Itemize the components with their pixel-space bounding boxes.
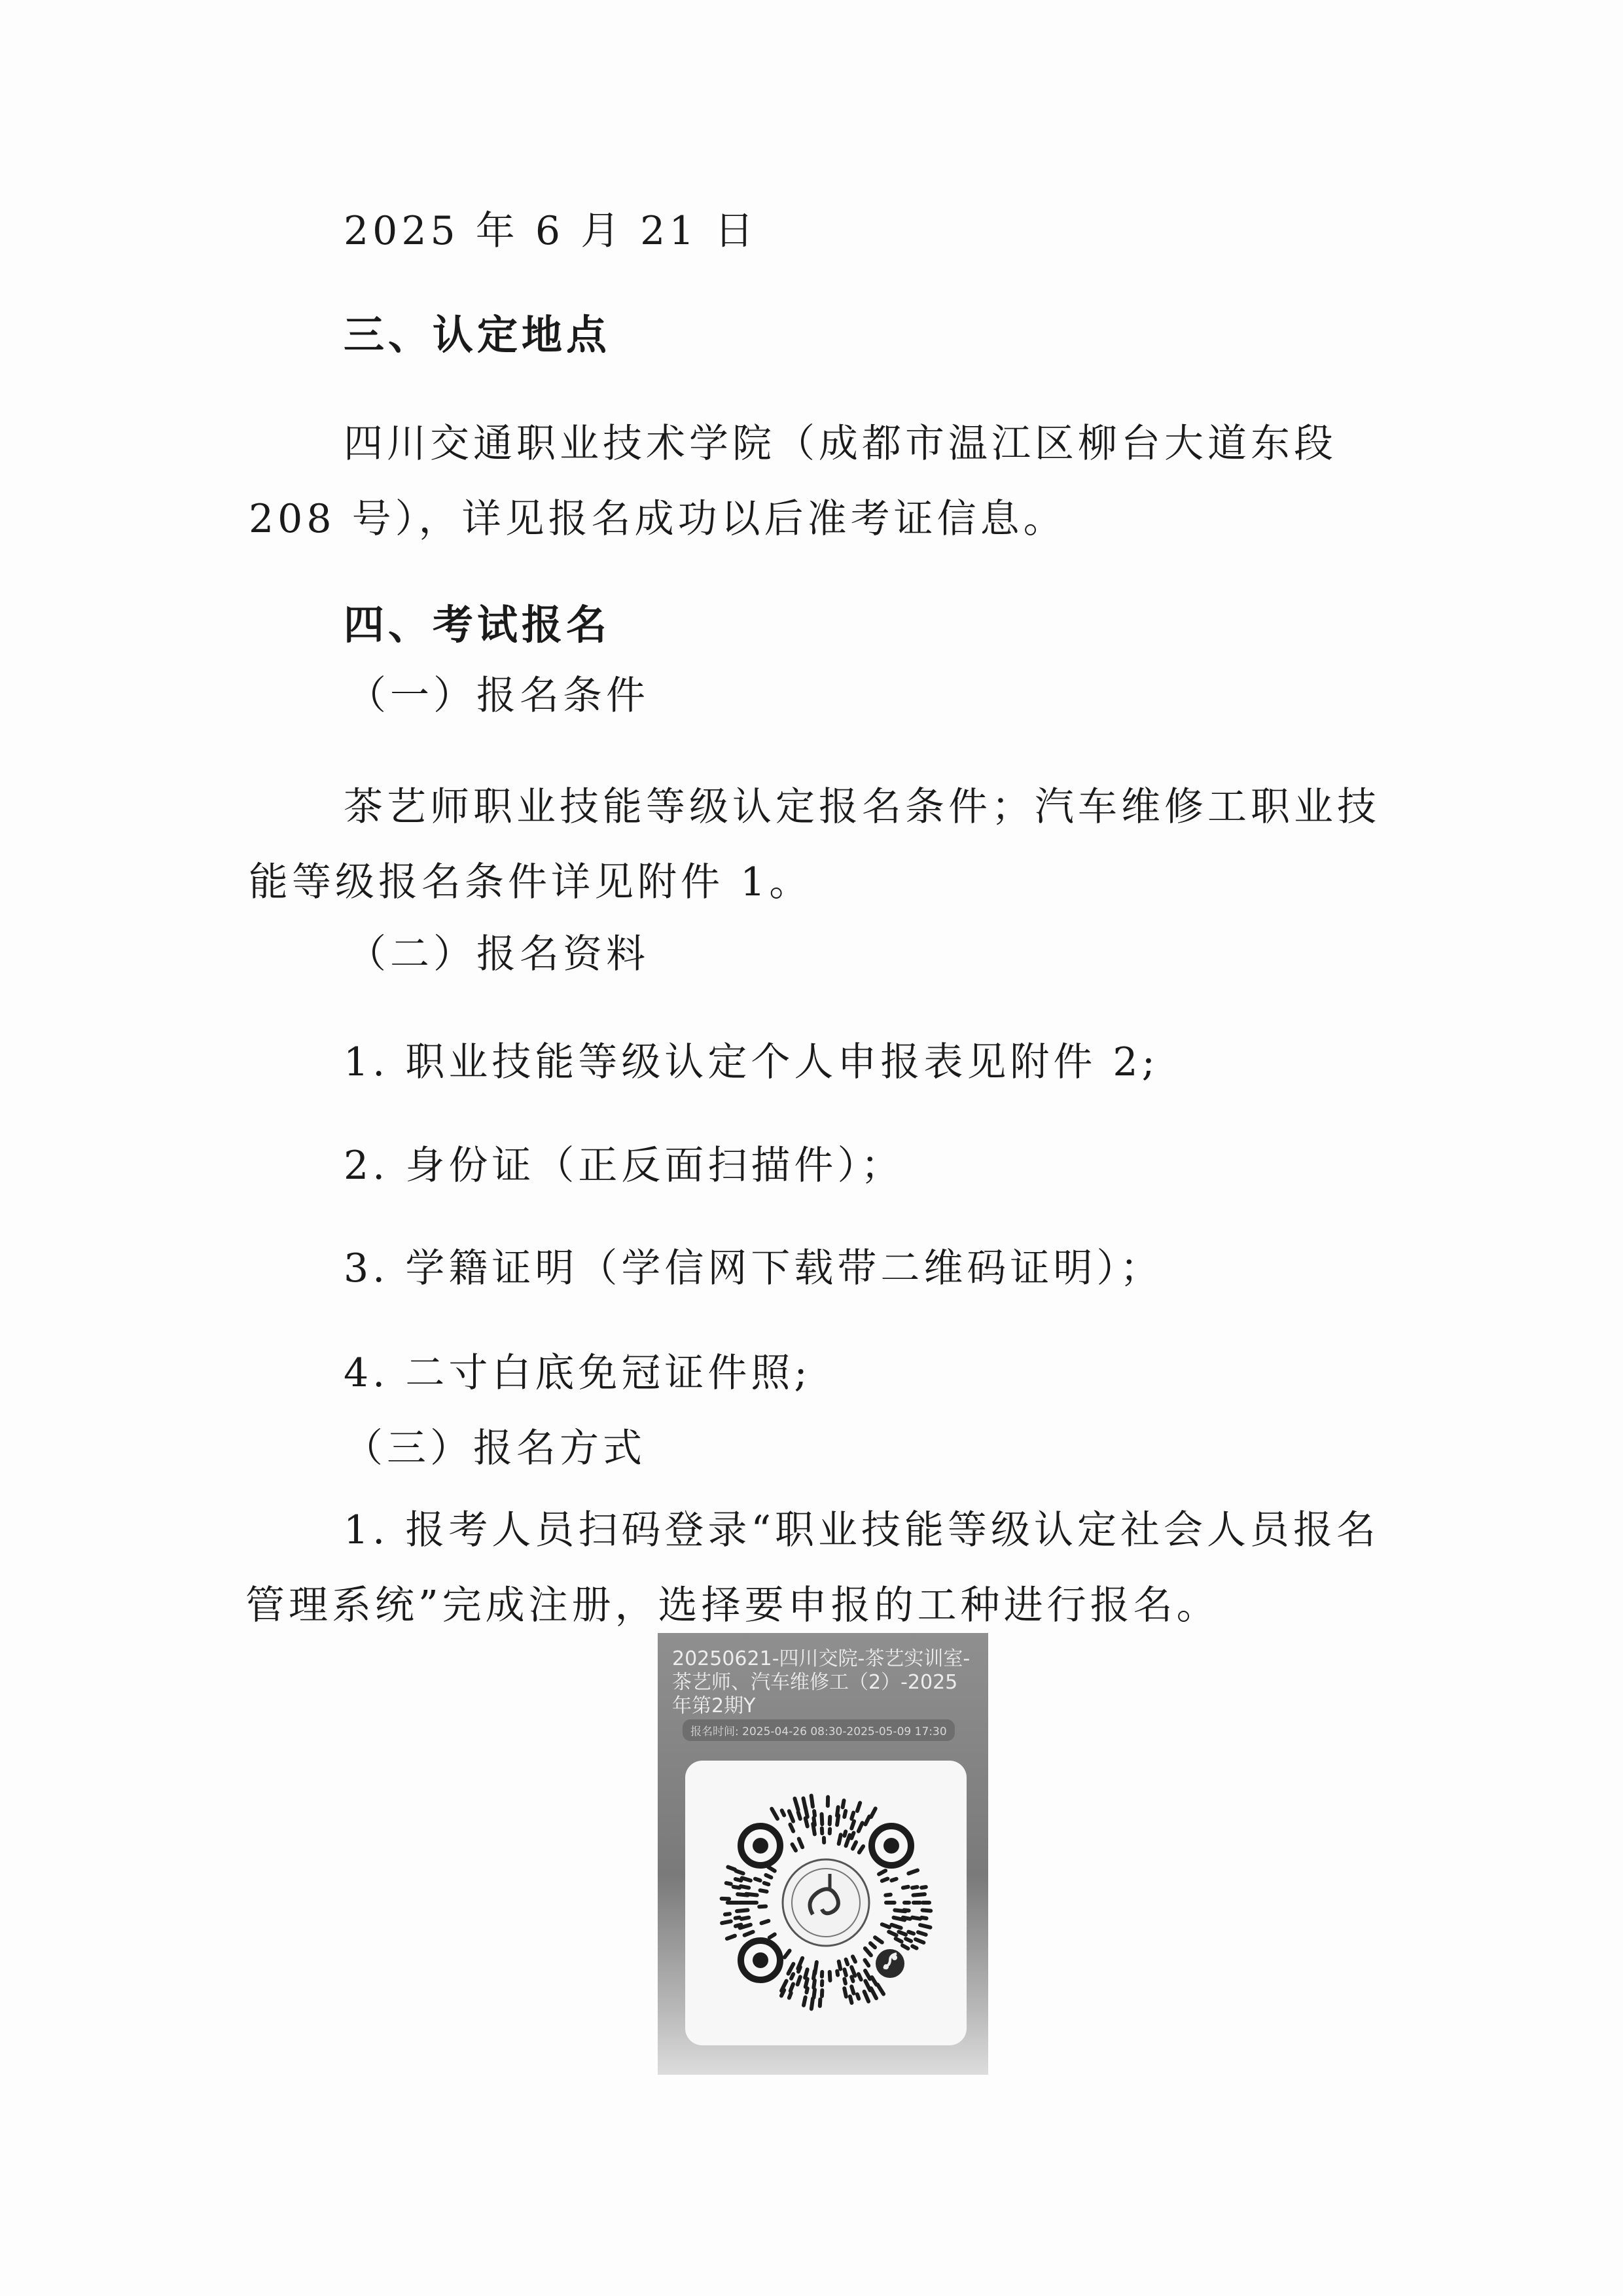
qr-module [755, 1879, 760, 1881]
sub1-heading: （一）报名条件 [347, 673, 649, 719]
qr-module [798, 1977, 800, 1984]
qr-code[interactable] [715, 1790, 937, 2016]
qr-module [806, 1818, 808, 1826]
list-item: 1. 职业技能等级认定个人申报表见附件 2; [344, 1039, 1159, 1085]
finder-eye-icon [741, 1826, 780, 1865]
qr-panel [685, 1761, 967, 2045]
qr-module [742, 1878, 751, 1880]
sub1-line2: 能等级报名条件详见附件 1。 [249, 859, 813, 905]
qr-module [912, 1918, 920, 1919]
qr-module [839, 1962, 841, 1969]
qr-module [806, 1988, 807, 1992]
qr-module [791, 1984, 793, 1991]
qr-module [806, 1979, 808, 1987]
qr-module [851, 1821, 854, 1829]
qr-module [906, 1939, 911, 1941]
qr-module [790, 1825, 793, 1831]
finder-eye-icon [872, 1826, 911, 1865]
qr-module [772, 1809, 777, 1819]
qr-module [882, 1924, 889, 1927]
qr-module [760, 1890, 767, 1892]
qr-module [839, 1835, 841, 1844]
qr-module [844, 1831, 846, 1836]
qr-module [736, 1879, 741, 1880]
qr-module [764, 1883, 769, 1884]
qr-module [805, 1969, 807, 1978]
qr-module [812, 1999, 813, 2009]
qr-module [912, 1887, 917, 1888]
qr-module [914, 1894, 925, 1895]
list-item: 3. 学籍证明（学信网下载带二维码证明）； [344, 1246, 1164, 1291]
qr-module [782, 1810, 784, 1815]
section3-line1: 四川交通职业技术学院（成都市温江区柳台大道东段 [344, 421, 1337, 467]
qr-module [814, 1811, 815, 1816]
section4-heading: 四、考试报名 [344, 601, 611, 649]
qr-module [857, 1994, 859, 1999]
qr-module [865, 1992, 868, 2001]
qr-module [726, 1883, 731, 1884]
qr-module [859, 1823, 863, 1831]
qr-module [908, 1871, 918, 1874]
qr-module [851, 1812, 853, 1818]
qr-module [785, 1950, 790, 1957]
qr-module [918, 1932, 926, 1935]
qr-card-title: 20250621-四川交院-茶艺实训室-茶艺师、汽车维修工（2）-2025年第2期Y [672, 1647, 971, 1717]
qr-module [736, 1925, 741, 1926]
qr-module [857, 1803, 860, 1811]
qr-module [798, 1967, 800, 1971]
qr-module [846, 1835, 850, 1846]
qr-module [844, 1979, 846, 1984]
section3-heading: 三、认定地点 [344, 311, 611, 359]
qr-module [871, 1988, 876, 1998]
qr-module [891, 1925, 901, 1928]
sub2-heading: （二）报名资料 [347, 931, 649, 977]
qr-module [813, 1971, 815, 1979]
qr-module [896, 1939, 902, 1942]
qr-module [903, 1918, 910, 1919]
qr-module [803, 1799, 805, 1808]
section3-line2: 208 号），详见报名成功以后准考证信息。 [249, 496, 1067, 542]
qr-module [850, 1996, 852, 2003]
qr-module [853, 1842, 856, 1849]
qr-module [878, 1984, 883, 1994]
qr-module [727, 1936, 735, 1939]
qr-module [813, 1990, 815, 1998]
qr-module [908, 1932, 914, 1934]
qr-module [865, 1948, 871, 1956]
qr-module [837, 1807, 838, 1816]
qr-module [921, 1887, 926, 1888]
finder-eye-icon [741, 1941, 780, 1980]
qr-module [822, 1814, 823, 1824]
qr-module [768, 1867, 775, 1871]
list-item: 4. 二寸白底免冠证件照; [344, 1350, 812, 1396]
qr-module [843, 1801, 844, 1807]
qr-module [799, 1839, 802, 1848]
qr-module [851, 1977, 853, 1981]
qr-module [903, 1887, 908, 1888]
qr-module [722, 1922, 731, 1924]
qr-module [879, 1871, 885, 1874]
qr-module [851, 1833, 853, 1838]
qr-module [789, 1964, 794, 1974]
qr-module [859, 1974, 861, 1979]
qr-module [846, 1960, 848, 1964]
qr-module [899, 1932, 906, 1935]
sub3-line1: 1. 报考人员扫码登录“职业技能等级认定社会人员报名 [344, 1507, 1380, 1553]
qr-module [844, 1969, 846, 1975]
qr-module [837, 1971, 838, 1975]
date-line: 2025 年 6 月 21 日 [344, 208, 758, 254]
qr-module [793, 1844, 796, 1850]
qr-module [920, 1925, 930, 1928]
qr-module [851, 1967, 855, 1975]
qr-module [820, 2000, 821, 2006]
school-logo-icon [783, 1859, 869, 1946]
qr-module [902, 1945, 908, 1948]
sub3-line2: 管理系统”完成注册，选择要申报的工种进行报名。 [245, 1583, 1220, 1628]
qr-module [865, 1971, 870, 1979]
qr-module [789, 1811, 793, 1821]
qr-module [912, 1946, 916, 1948]
qr-module [745, 1932, 753, 1935]
list-item: 2. 身份证（正反面扫描件）； [344, 1143, 904, 1189]
mini-program-icon [876, 1949, 904, 1978]
qr-module [762, 1921, 769, 1923]
qr-module [853, 1956, 855, 1962]
qr-module [870, 1943, 875, 1947]
qr-module [813, 1981, 815, 1988]
qr-module [865, 1960, 868, 1966]
qr-module [734, 1887, 740, 1888]
qr-module [882, 1878, 888, 1880]
qr-module [789, 1993, 791, 1998]
qr-module [781, 1990, 784, 1996]
qr-module [865, 1816, 869, 1824]
qr-module [741, 1918, 749, 1919]
qr-module [770, 1934, 775, 1937]
qr-module [916, 1939, 923, 1943]
qr-module [872, 1977, 876, 1984]
qr-module [798, 1812, 800, 1819]
sub1-line1: 茶艺师职业技能等级认定报名条件；汽车维修工职业技 [344, 784, 1380, 830]
qr-module [728, 1867, 735, 1870]
qr-module [804, 1998, 806, 2005]
qr-module [794, 1799, 798, 1810]
qr-card-time: 报名时间: 2025-04-26 08:30-2025-05-09 17:30 [683, 1719, 955, 1741]
qr-module [813, 1818, 815, 1825]
qr-module [791, 1974, 793, 1979]
qr-module [741, 1886, 749, 1888]
qr-card [658, 1633, 988, 2075]
qr-module [844, 1811, 846, 1817]
qr-module [859, 1846, 863, 1852]
qr-module [766, 1875, 771, 1878]
qr-module [844, 1988, 846, 1997]
qr-module [875, 1937, 882, 1943]
sub3-heading: （三）报名方式 [344, 1426, 646, 1471]
qr-module [812, 1796, 813, 1807]
qr-module [889, 1932, 896, 1935]
qr-module [738, 1894, 747, 1895]
qr-module [736, 1871, 743, 1873]
qr-module [891, 1879, 896, 1880]
qr-module [851, 1986, 853, 1994]
qr-module [737, 1910, 748, 1911]
qr-module [871, 1808, 876, 1817]
